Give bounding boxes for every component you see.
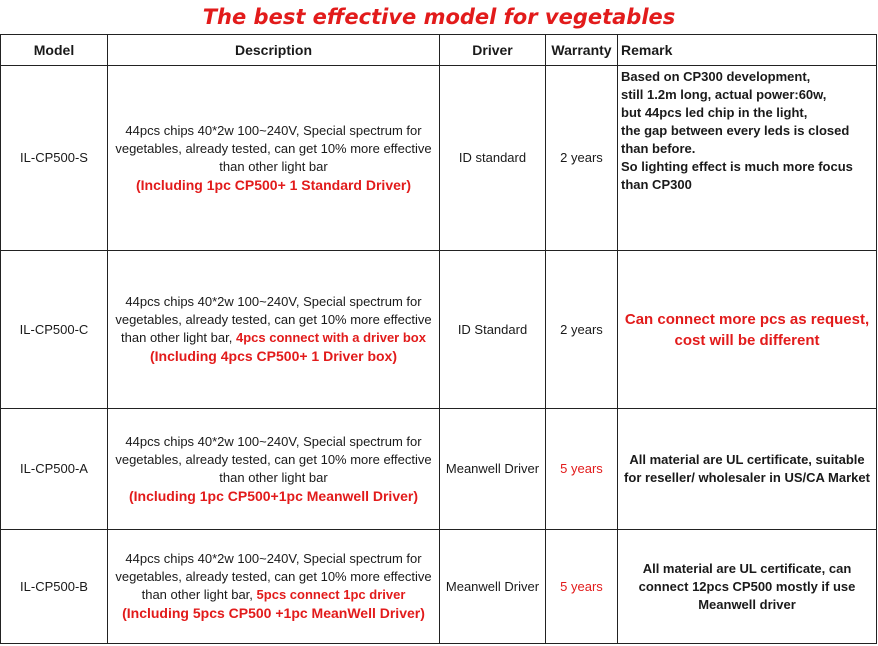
page-title: The best effective model for vegetables (202, 5, 676, 29)
header-model: Model (1, 35, 108, 66)
connection-note: 4pcs connect with a driver box (235, 330, 426, 345)
model-cell: IL-CP500-A (1, 409, 108, 530)
model-cell: IL-CP500-B (1, 530, 108, 644)
description-text: 44pcs chips 40*2w 100~240V, Special spectrum for vegetables, already tested, can get 10% more effective than other light bar (115, 433, 432, 485)
warranty-cell: 2 years (546, 251, 618, 409)
remark-line: Can connect more pcs as request, (624, 310, 870, 328)
package-note: (Including 1pc CP500+ 1 Standard Driver) (135, 176, 412, 193)
connection-note: 5pcs connect 1pc driver (256, 587, 406, 602)
warranty-cell: 2 years (546, 66, 618, 251)
remark-line: All material are UL certificate, can (642, 560, 852, 576)
description-text: 44pcs chips 40*2w 100~240V, Special spectrum for vegetables, already tested, can get 10% more effective than other light bar (115, 122, 432, 174)
description-cell (108, 409, 440, 530)
description-cell (108, 251, 440, 409)
remark-line: connect 12pcs CP500 mostly if use (638, 578, 856, 594)
remark-line: Based on CP300 development, (621, 69, 811, 84)
table-row (1, 66, 877, 251)
table-row (1, 409, 877, 530)
header-remark: Remark (618, 35, 877, 66)
header-row (1, 35, 877, 66)
package-note: (Including 1pc CP500+1pc Meanwell Driver) (128, 487, 419, 504)
product-table (0, 34, 877, 644)
remark-line: So lighting effect is much more focus (621, 159, 853, 174)
remark-line: All material are UL certificate, suitable (629, 452, 865, 467)
driver-cell: ID Standard (440, 251, 546, 409)
description-text: 44pcs chips 40*2w 100~240V, Special spectrum for vegetables, already tested, can get 10% more effective than other light bar, (115, 551, 432, 602)
remark-line: cost will be different (674, 331, 820, 349)
package-note: (Including 4pcs CP500+ 1 Driver box) (149, 348, 398, 364)
remark-cell (618, 530, 877, 644)
table-row (1, 530, 877, 644)
model-cell: IL-CP500-C (1, 251, 108, 409)
package-note: (Including 5pcs CP500 +1pc MeanWell Driver) (122, 605, 425, 621)
description-cell (108, 66, 440, 251)
remark-line: the gap between every leds is closed (621, 123, 850, 138)
warranty-cell: 5 years (546, 530, 618, 644)
remark-line: than CP300 (621, 177, 692, 192)
driver-cell: Meanwell Driver (440, 530, 546, 644)
description-cell (108, 530, 440, 644)
remark-cell (618, 251, 877, 409)
warranty-cell: 5 years (546, 409, 618, 530)
driver-cell: ID standard (440, 66, 546, 251)
remark-line: for reseller/ wholesaler in US/CA Market (624, 470, 870, 485)
table-row (1, 251, 877, 409)
remark-line: still 1.2m long, actual power:60w, (621, 87, 827, 102)
description-text: 44pcs chips 40*2w 100~240V, Special spectrum for vegetables, already tested, can get 10% more effective than other light bar, (115, 294, 432, 345)
driver-cell: Meanwell Driver (440, 409, 546, 530)
remark-line: than before. (621, 141, 696, 156)
remark-line: Meanwell driver (698, 596, 796, 612)
remark-cell (618, 66, 877, 251)
model-cell: IL-CP500-S (1, 66, 108, 251)
remark-line: but 44pcs led chip in the light, (621, 105, 808, 120)
remark-cell (618, 409, 877, 530)
header-description: Description (108, 35, 440, 66)
header-driver: Driver (440, 35, 546, 66)
header-warranty: Warranty (546, 35, 618, 66)
